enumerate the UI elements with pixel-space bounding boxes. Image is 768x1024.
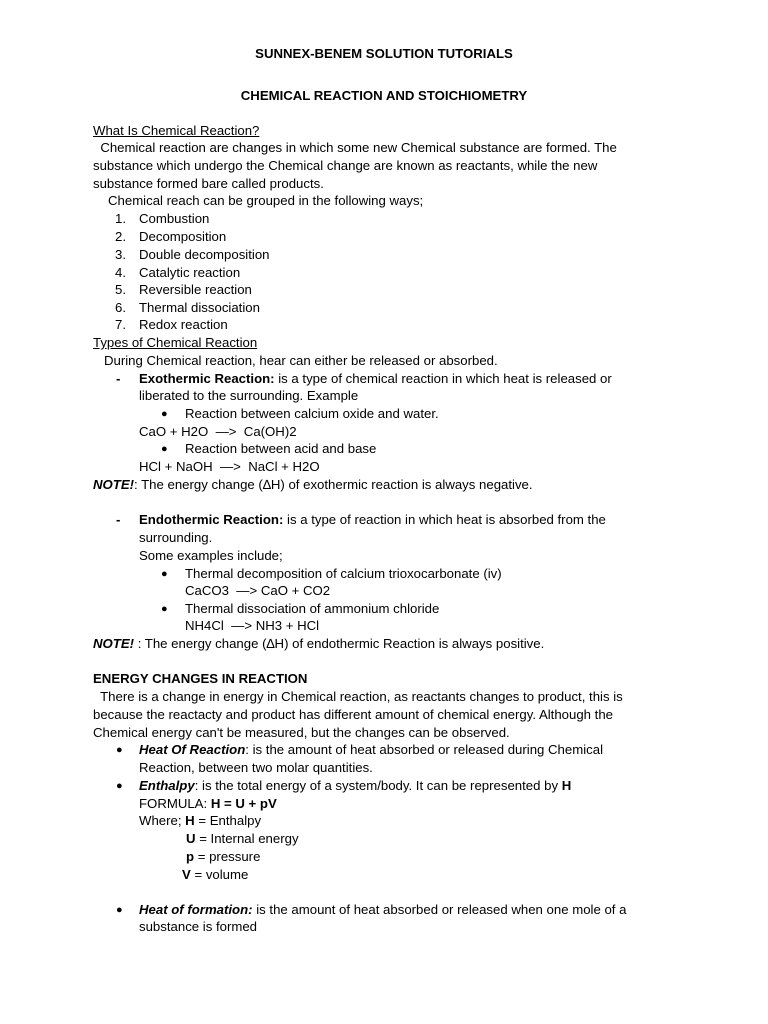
bullet-marker: ●: [116, 744, 123, 756]
energy-para-line-2: because the reactacty and product has different amount of chemical energy. Although the: [93, 707, 614, 722]
list-item: Double decomposition: [139, 247, 270, 262]
where-label: Where;: [139, 813, 186, 828]
list-item-number: 7.: [115, 317, 126, 332]
h-definition: = Enthalpy: [194, 813, 262, 828]
list-item-number: 4.: [115, 265, 126, 280]
dash-marker: -: [116, 512, 121, 527]
exothermic-note: [93, 476, 533, 494]
enthalpy-where-line: [139, 812, 261, 830]
heat-of-formation-term: Heat of formation:: [139, 902, 253, 917]
note-label: NOTE!: [93, 636, 135, 651]
heat-of-reaction-desc-2: Reaction, between two molar quantities.: [139, 760, 373, 775]
bullet-marker: ●: [161, 603, 168, 615]
endothermic-example-2: Thermal dissociation of ammonium chloride: [185, 601, 440, 616]
intro-grouped-text: Chemical reach can be grouped in the following ways;: [108, 193, 424, 208]
endothermic-equation-1: CaCO3 —> CaO + CO2: [185, 583, 331, 598]
enthalpy-line-1: [139, 777, 571, 795]
bullet-marker: ●: [116, 780, 123, 792]
exothermic-equation-1: CaO + H2O —> Ca(OH)2: [139, 424, 297, 439]
u-definition-line: [186, 830, 299, 848]
note-label: NOTE!: [93, 477, 135, 492]
list-item: Redox reaction: [139, 317, 228, 332]
bullet-marker: ●: [161, 568, 168, 580]
bullet-marker: ●: [116, 904, 123, 916]
endothermic-examples-intro: Some examples include;: [139, 548, 283, 563]
list-item: Reversible reaction: [139, 282, 252, 297]
endothermic-note: [93, 635, 544, 653]
bullet-marker: ●: [161, 443, 168, 455]
dash-marker: -: [116, 371, 121, 386]
formula: H = U + pV: [210, 796, 277, 811]
heat-of-reaction-desc-1: : is the amount of heat absorbed or released during Chemical: [245, 742, 604, 757]
exothermic-definition-line-1: [139, 370, 612, 388]
note-text: : The energy change (∆H) of exothermic reaction is always negative.: [134, 477, 533, 492]
note-text: : The energy change (∆H) of endothermic Reaction is always positive.: [134, 636, 545, 651]
enthalpy-term: Enthalpy: [139, 778, 195, 793]
endothermic-definition-line-1: [139, 511, 606, 529]
bullet-marker: ●: [161, 408, 168, 420]
u-symbol: U: [186, 831, 196, 846]
endothermic-term: Endothermic Reaction:: [139, 512, 284, 527]
endothermic-example-1: Thermal decomposition of calcium trioxocarbonate (iv): [185, 566, 502, 581]
endothermic-desc-1: is a type of reaction in which heat is absorbed from the: [283, 512, 606, 527]
intro-para-line-2: substance which undergo the Chemical change are known as reactants, while the new: [93, 158, 598, 173]
enthalpy-desc-1: : is the total energy of a system/body. It can be represented by: [194, 778, 562, 793]
enthalpy-formula-line: [139, 795, 277, 813]
intro-para-line-3: substance formed bare called products.: [93, 176, 324, 191]
list-item-number: 5.: [115, 282, 126, 297]
v-symbol: V: [182, 867, 191, 882]
types-intro: During Chemical reaction, hear can either be released or absorbed.: [104, 353, 498, 368]
heat-of-reaction-line-1: [139, 741, 603, 759]
exothermic-example-2: Reaction between acid and base: [185, 441, 377, 456]
heat-of-formation-line-1: [139, 901, 626, 919]
v-definition-line: [182, 866, 248, 884]
exothermic-desc-2: liberated to the surrounding. Example: [139, 388, 359, 403]
section-heading-what-is: What Is Chemical Reaction?: [93, 123, 260, 138]
enthalpy-symbol: H: [561, 778, 572, 793]
exothermic-term: Exothermic Reaction:: [139, 371, 275, 386]
list-item-number: 1.: [115, 211, 126, 226]
section-heading-energy: ENERGY CHANGES IN REACTION: [93, 671, 308, 686]
heat-of-reaction-term: Heat Of Reaction: [139, 742, 246, 757]
energy-para-line-3: Chemical energy can't be measured, but the changes can be observed.: [93, 725, 510, 740]
section-heading-types: Types of Chemical Reaction: [93, 335, 258, 350]
u-definition: = Internal energy: [195, 831, 299, 846]
list-item: Combustion: [139, 211, 210, 226]
exothermic-equation-2: HCl + NaOH —> NaCl + H2O: [139, 459, 320, 474]
list-item: Decomposition: [139, 229, 227, 244]
energy-para-line-1: There is a change in energy in Chemical reaction, as reactants changes to product, this is: [93, 689, 623, 704]
endothermic-equation-2: NH4Cl —> NH3 + HCl: [185, 618, 320, 633]
document-title: SUNNEX-BENEM SOLUTION TUTORIALS: [255, 46, 513, 61]
list-item-number: 6.: [115, 300, 126, 315]
v-definition: = volume: [190, 867, 249, 882]
heat-of-formation-desc-1: is the amount of heat absorbed or released when one mole of a: [252, 902, 627, 917]
heat-of-formation-desc-2: substance is formed: [139, 919, 258, 934]
p-definition: = pressure: [194, 849, 261, 864]
list-item-number: 3.: [115, 247, 126, 262]
formula-label: FORMULA:: [139, 796, 211, 811]
list-item: Thermal dissociation: [139, 300, 260, 315]
h-symbol: H: [185, 813, 195, 828]
endothermic-desc-2: surrounding.: [139, 530, 213, 545]
document-subtitle: CHEMICAL REACTION AND STOICHIOMETRY: [240, 88, 528, 103]
p-symbol: p: [186, 849, 195, 864]
list-item-number: 2.: [115, 229, 126, 244]
list-item: Catalytic reaction: [139, 265, 241, 280]
p-definition-line: [186, 848, 260, 866]
intro-para-line-1: Chemical reaction are changes in which some new Chemical substance are formed. The: [93, 140, 617, 155]
exothermic-example-1: Reaction between calcium oxide and water.: [185, 406, 439, 421]
exothermic-desc-1: is a type of chemical reaction in which heat is released or: [274, 371, 612, 386]
